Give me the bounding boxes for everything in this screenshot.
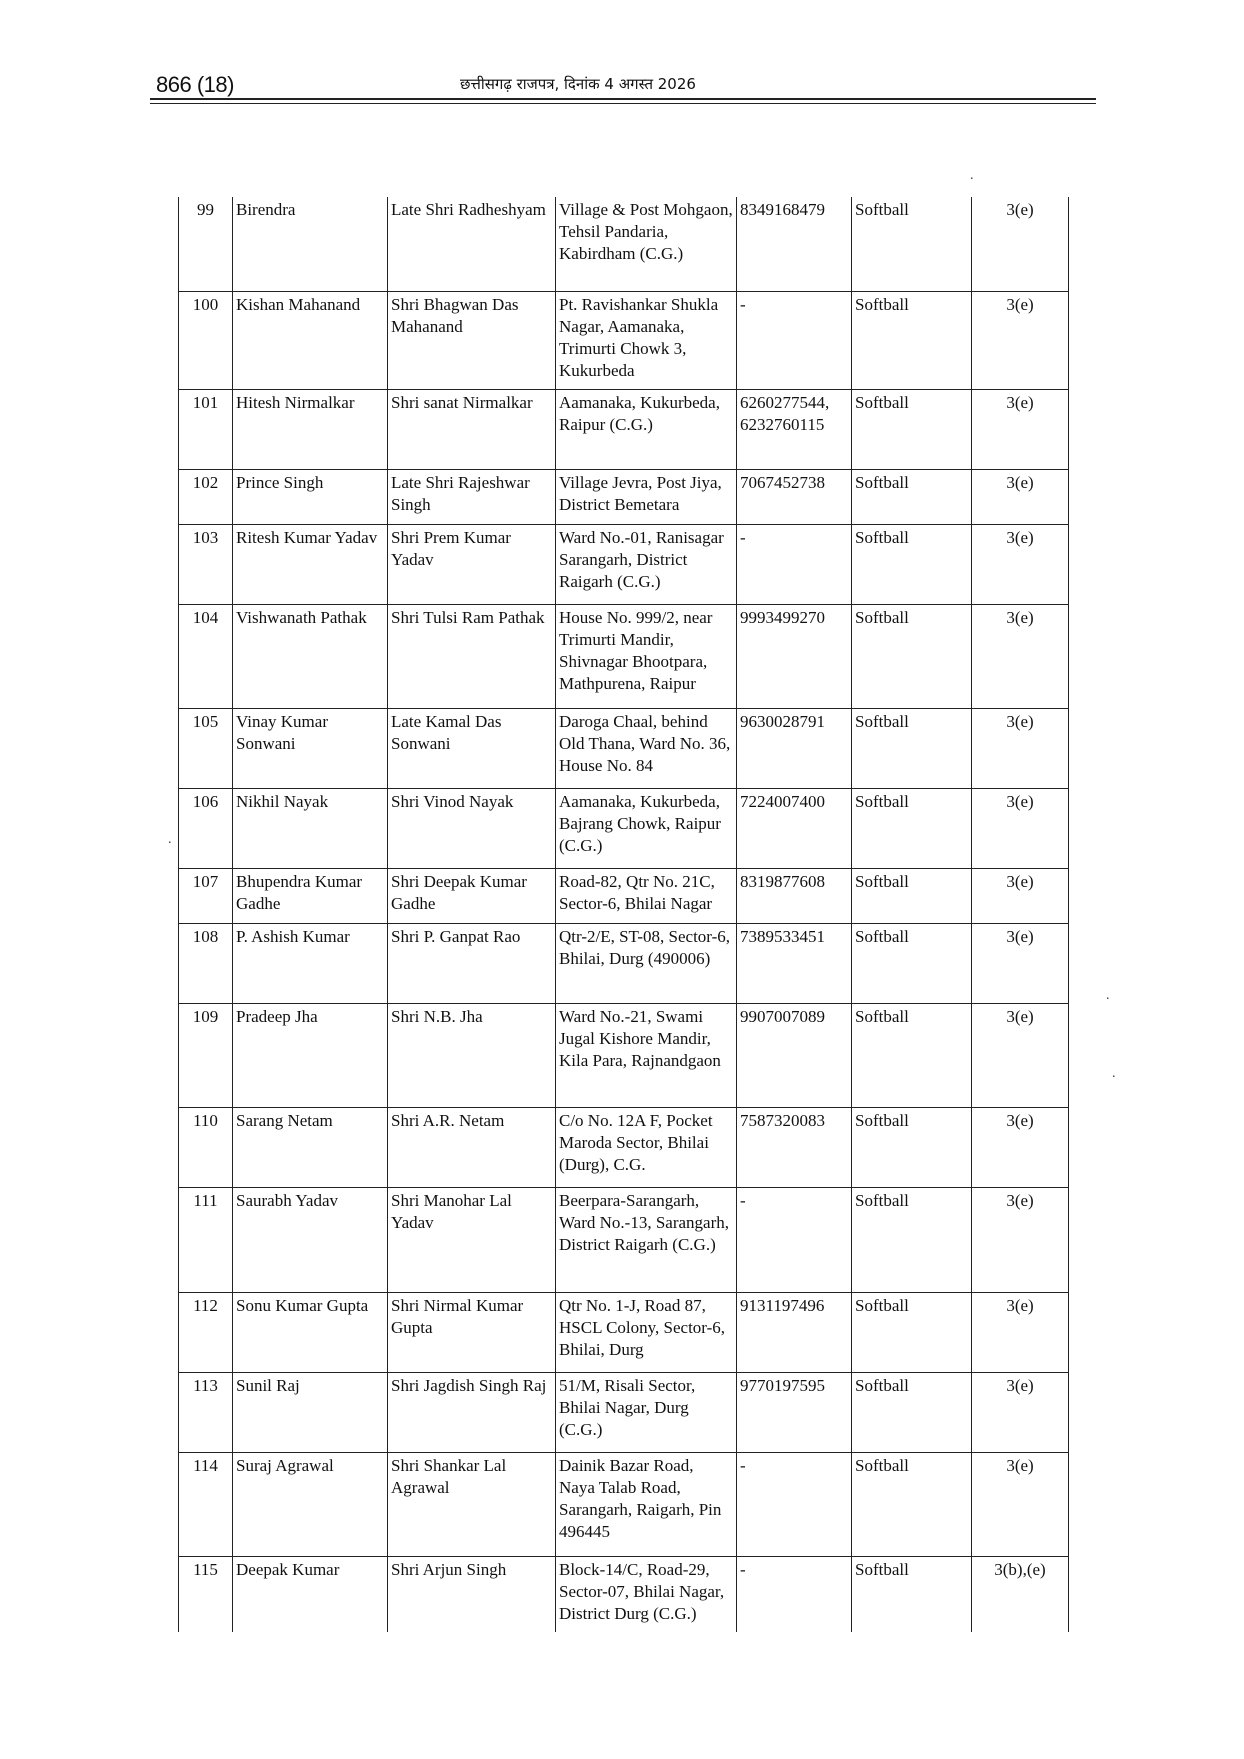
name-cell: Bhupendra Kumar Gadhe [233, 868, 388, 923]
sport-cell: Softball [852, 1452, 972, 1556]
table-row [179, 1187, 1069, 1292]
name-cell: Suraj Agrawal [233, 1452, 388, 1556]
name-cell: Ritesh Kumar Yadav [233, 524, 388, 604]
sport-cell: Softball [852, 469, 972, 524]
table-row [179, 1292, 1069, 1372]
sport-cell: Softball [852, 1556, 972, 1632]
serial-number-cell: 107 [179, 868, 233, 923]
serial-number-cell: 109 [179, 1003, 233, 1107]
serial-number-cell: 99 [179, 197, 233, 291]
table-row [179, 708, 1069, 788]
address-cell: Dainik Bazar Road, Naya Talab Road, Sarangarh, Raigarh, Pin 496445 [556, 1452, 737, 1556]
serial-number-cell: 103 [179, 524, 233, 604]
serial-number-cell: 101 [179, 389, 233, 469]
address-cell: Road-82, Qtr No. 21C, Sector-6, Bhilai Nagar [556, 868, 737, 923]
mobile-cell: - [737, 1452, 852, 1556]
address-cell: Daroga Chaal, behind Old Thana, Ward No. 36, House No. 84 [556, 708, 737, 788]
serial-number-cell: 113 [179, 1372, 233, 1452]
father-name-cell: Shri Bhagwan Das Mahanand [388, 291, 556, 389]
address-cell: Village Jevra, Post Jiya, District Bemetara [556, 469, 737, 524]
serial-number-cell: 115 [179, 1556, 233, 1632]
serial-number-cell: 105 [179, 708, 233, 788]
father-name-cell: Shri Jagdish Singh Raj [388, 1372, 556, 1452]
name-cell: Prince Singh [233, 469, 388, 524]
sport-cell: Softball [852, 868, 972, 923]
father-name-cell: Late Shri Radheshyam [388, 197, 556, 291]
sport-cell: Softball [852, 524, 972, 604]
sport-cell: Softball [852, 1372, 972, 1452]
name-cell: Sunil Raj [233, 1372, 388, 1452]
scan-speck: . [1112, 1066, 1116, 1081]
address-cell: Pt. Ravishankar Shukla Nagar, Aamanaka, Trimurti Chowk 3, Kukurbeda [556, 291, 737, 389]
mobile-cell: 9630028791 [737, 708, 852, 788]
sport-cell: Softball [852, 923, 972, 1003]
header-rule-thick [150, 98, 1096, 100]
table-row [179, 469, 1069, 524]
address-cell: Ward No.-01, Ranisagar Sarangarh, District Raigarh (C.G.) [556, 524, 737, 604]
sport-cell: Softball [852, 291, 972, 389]
serial-number-cell: 108 [179, 923, 233, 1003]
serial-number-cell: 102 [179, 469, 233, 524]
table-row [179, 1556, 1069, 1632]
table-row [179, 868, 1069, 923]
table-row [179, 1107, 1069, 1187]
page-number: 866 (18) [156, 72, 234, 97]
table-body [179, 197, 1069, 1632]
serial-number-cell: 111 [179, 1187, 233, 1292]
clause-cell: 3(e) [972, 1292, 1069, 1372]
address-cell: Qtr No. 1-J, Road 87, HSCL Colony, Sector-6, Bhilai, Durg [556, 1292, 737, 1372]
sport-cell: Softball [852, 197, 972, 291]
clause-cell: 3(e) [972, 1372, 1069, 1452]
table-row [179, 1452, 1069, 1556]
serial-number-cell: 112 [179, 1292, 233, 1372]
table-row [179, 524, 1069, 604]
clause-cell: 3(e) [972, 868, 1069, 923]
sport-cell: Softball [852, 788, 972, 868]
scan-speck: . [970, 168, 974, 183]
father-name-cell: Shri Shankar Lal Agrawal [388, 1452, 556, 1556]
clause-cell: 3(e) [972, 1187, 1069, 1292]
address-cell: C/o No. 12A F, Pocket Maroda Sector, Bhilai (Durg), C.G. [556, 1107, 737, 1187]
father-name-cell: Shri A.R. Netam [388, 1107, 556, 1187]
mobile-cell: 7224007400 [737, 788, 852, 868]
father-name-cell: Shri Tulsi Ram Pathak [388, 604, 556, 708]
clause-cell: 3(e) [972, 708, 1069, 788]
clause-cell: 3(e) [972, 389, 1069, 469]
table-row [179, 788, 1069, 868]
sport-cell: Softball [852, 1187, 972, 1292]
clause-cell: 3(e) [972, 604, 1069, 708]
sport-cell: Softball [852, 389, 972, 469]
header-rule-thin [150, 103, 1096, 104]
table-row [179, 923, 1069, 1003]
mobile-cell: 7587320083 [737, 1107, 852, 1187]
table-row [179, 197, 1069, 291]
table-row [179, 291, 1069, 389]
name-cell: Deepak Kumar [233, 1556, 388, 1632]
address-cell: Beerpara-Sarangarh, Ward No.-13, Sarangarh, District Raigarh (C.G.) [556, 1187, 737, 1292]
name-cell: Saurabh Yadav [233, 1187, 388, 1292]
name-cell: Birendra [233, 197, 388, 291]
address-cell: Village & Post Mohgaon, Tehsil Pandaria, Kabirdham (C.G.) [556, 197, 737, 291]
clause-cell: 3(e) [972, 1003, 1069, 1107]
table-row [179, 604, 1069, 708]
mobile-cell: 8319877608 [737, 868, 852, 923]
mobile-cell: 6260277544, 6232760115 [737, 389, 852, 469]
clause-cell: 3(e) [972, 524, 1069, 604]
address-cell: Ward No.-21, Swami Jugal Kishore Mandir, Kila Para, Rajnandgaon [556, 1003, 737, 1107]
mobile-cell: 9907007089 [737, 1003, 852, 1107]
recipient-table-wrapper [178, 197, 1068, 1632]
name-cell: Kishan Mahanand [233, 291, 388, 389]
address-cell: Aamanaka, Kukurbeda, Raipur (C.G.) [556, 389, 737, 469]
address-cell: Qtr-2/E, ST-08, Sector-6, Bhilai, Durg (490006) [556, 923, 737, 1003]
recipient-table [178, 197, 1069, 1632]
clause-cell: 3(b),(e) [972, 1556, 1069, 1632]
gazette-title: छत्तीसगढ़ राजपत्र, दिनांक 4 अगस्त 2026 [460, 75, 696, 93]
page-header [150, 64, 1096, 98]
address-cell: Block-14/C, Road-29, Sector-07, Bhilai Nagar, District Durg (C.G.) [556, 1556, 737, 1632]
table-row [179, 389, 1069, 469]
clause-cell: 3(e) [972, 1107, 1069, 1187]
father-name-cell: Shri P. Ganpat Rao [388, 923, 556, 1003]
name-cell: Vinay Kumar Sonwani [233, 708, 388, 788]
clause-cell: 3(e) [972, 197, 1069, 291]
mobile-cell: 7389533451 [737, 923, 852, 1003]
table-row [179, 1372, 1069, 1452]
father-name-cell: Shri Prem Kumar Yadav [388, 524, 556, 604]
father-name-cell: Shri N.B. Jha [388, 1003, 556, 1107]
table-row [179, 1003, 1069, 1107]
mobile-cell: 9131197496 [737, 1292, 852, 1372]
clause-cell: 3(e) [972, 923, 1069, 1003]
mobile-cell: 7067452738 [737, 469, 852, 524]
father-name-cell: Shri Vinod Nayak [388, 788, 556, 868]
father-name-cell: Late Shri Rajeshwar Singh [388, 469, 556, 524]
serial-number-cell: 104 [179, 604, 233, 708]
mobile-cell: - [737, 524, 852, 604]
sport-cell: Softball [852, 1292, 972, 1372]
father-name-cell: Shri Nirmal Kumar Gupta [388, 1292, 556, 1372]
address-cell: House No. 999/2, near Trimurti Mandir, Shivnagar Bhootpara, Mathpurena, Raipur [556, 604, 737, 708]
name-cell: Nikhil Nayak [233, 788, 388, 868]
father-name-cell: Shri Arjun Singh [388, 1556, 556, 1632]
name-cell: Hitesh Nirmalkar [233, 389, 388, 469]
mobile-cell: 9770197595 [737, 1372, 852, 1452]
name-cell: Sarang Netam [233, 1107, 388, 1187]
name-cell: P. Ashish Kumar [233, 923, 388, 1003]
clause-cell: 3(e) [972, 469, 1069, 524]
serial-number-cell: 100 [179, 291, 233, 389]
sport-cell: Softball [852, 1003, 972, 1107]
mobile-cell: 8349168479 [737, 197, 852, 291]
name-cell: Sonu Kumar Gupta [233, 1292, 388, 1372]
serial-number-cell: 114 [179, 1452, 233, 1556]
father-name-cell: Shri Manohar Lal Yadav [388, 1187, 556, 1292]
mobile-cell: 9993499270 [737, 604, 852, 708]
name-cell: Vishwanath Pathak [233, 604, 388, 708]
clause-cell: 3(e) [972, 1452, 1069, 1556]
mobile-cell: - [737, 291, 852, 389]
serial-number-cell: 110 [179, 1107, 233, 1187]
scan-speck: . [1106, 988, 1110, 1003]
mobile-cell: - [737, 1187, 852, 1292]
clause-cell: 3(e) [972, 788, 1069, 868]
mobile-cell: - [737, 1556, 852, 1632]
father-name-cell: Late Kamal Das Sonwani [388, 708, 556, 788]
sport-cell: Softball [852, 604, 972, 708]
father-name-cell: Shri Deepak Kumar Gadhe [388, 868, 556, 923]
scan-speck: . [168, 832, 172, 847]
father-name-cell: Shri sanat Nirmalkar [388, 389, 556, 469]
clause-cell: 3(e) [972, 291, 1069, 389]
sport-cell: Softball [852, 708, 972, 788]
address-cell: 51/M, Risali Sector, Bhilai Nagar, Durg (C.G.) [556, 1372, 737, 1452]
sport-cell: Softball [852, 1107, 972, 1187]
serial-number-cell: 106 [179, 788, 233, 868]
name-cell: Pradeep Jha [233, 1003, 388, 1107]
address-cell: Aamanaka, Kukurbeda, Bajrang Chowk, Raipur (C.G.) [556, 788, 737, 868]
